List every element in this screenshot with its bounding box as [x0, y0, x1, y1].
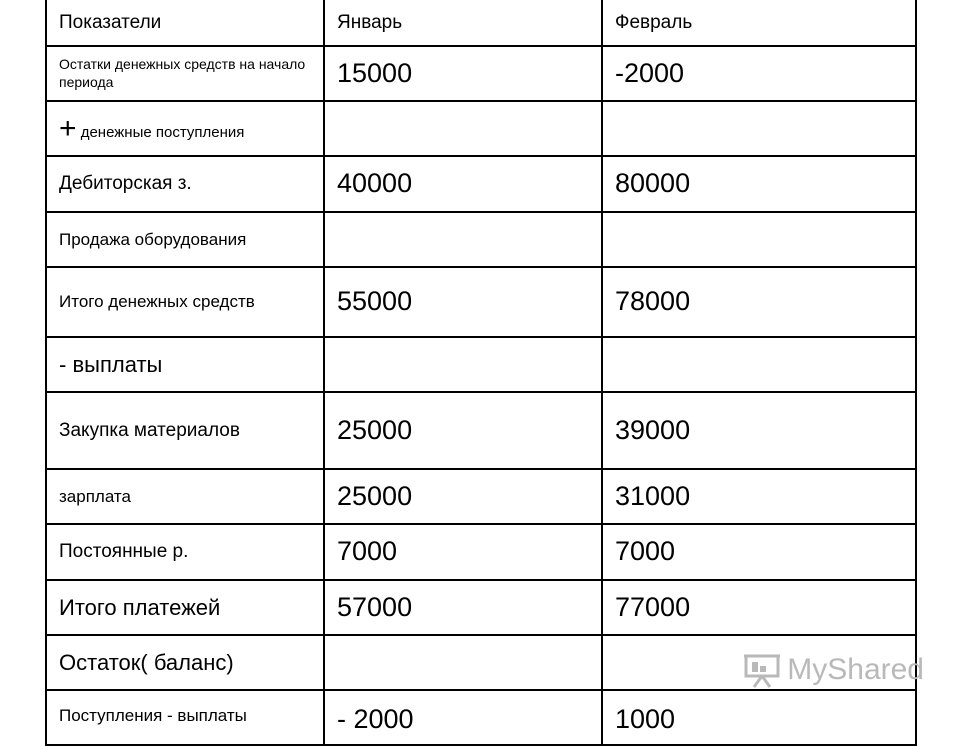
header-row [46, 0, 916, 46]
february-value [602, 635, 916, 690]
row-label: Дебиторская з. [46, 156, 324, 212]
table-row [46, 212, 916, 267]
table-row [46, 524, 916, 580]
january-value: 25000 [324, 469, 602, 524]
row-label: Итого платежей [46, 580, 324, 635]
table-row [46, 580, 916, 635]
february-value: 7000 [602, 524, 916, 580]
table-row [46, 101, 916, 156]
row-label [46, 337, 324, 392]
row-label: Закупка материалов [46, 392, 324, 469]
row-label: Итого денежных средств [46, 267, 324, 337]
header-february: Февраль [602, 0, 916, 46]
february-value: 80000 [602, 156, 916, 212]
january-value: 25000 [324, 392, 602, 469]
february-value [602, 101, 916, 156]
january-value [324, 337, 602, 392]
table-row [46, 635, 916, 690]
row-label: Остатки денежных средств на начало периода [46, 46, 324, 101]
table-row [46, 337, 916, 392]
january-value [324, 635, 602, 690]
february-value: 78000 [602, 267, 916, 337]
table-row [46, 156, 916, 212]
january-value: 57000 [324, 580, 602, 635]
february-value [602, 337, 916, 392]
january-value: 7000 [324, 524, 602, 580]
minus-sign: - [59, 351, 67, 377]
february-value: 39000 [602, 392, 916, 469]
table-row [46, 46, 916, 101]
february-value: 77000 [602, 580, 916, 635]
header-indicators: Показатели [46, 0, 324, 46]
january-value: 55000 [324, 267, 602, 337]
row-label-text: денежные поступления [76, 123, 245, 141]
january-value: 15000 [324, 46, 602, 101]
table-row [46, 267, 916, 337]
february-value: 1000 [602, 690, 916, 745]
row-label: Продажа оборудования [46, 212, 324, 267]
february-value: -2000 [602, 46, 916, 101]
cash-flow-table [45, 0, 917, 746]
table-row [46, 469, 916, 524]
row-label [46, 101, 324, 156]
january-value [324, 212, 602, 267]
table-row [46, 392, 916, 469]
plus-sign: + [59, 111, 77, 145]
january-value [324, 101, 602, 156]
watermark-text: MyShared [787, 653, 924, 686]
row-label: Остаток( баланс) [46, 635, 324, 690]
january-value: 40000 [324, 156, 602, 212]
row-label: Постоянные р. [46, 524, 324, 580]
table-row [46, 690, 916, 745]
february-value: 31000 [602, 469, 916, 524]
row-label: зарплата [46, 469, 324, 524]
february-value [602, 212, 916, 267]
row-label: Поступления - выплаты [46, 690, 324, 745]
header-january: Январь [324, 0, 602, 46]
row-label-text: выплаты [66, 351, 163, 377]
january-value: - 2000 [324, 690, 602, 745]
